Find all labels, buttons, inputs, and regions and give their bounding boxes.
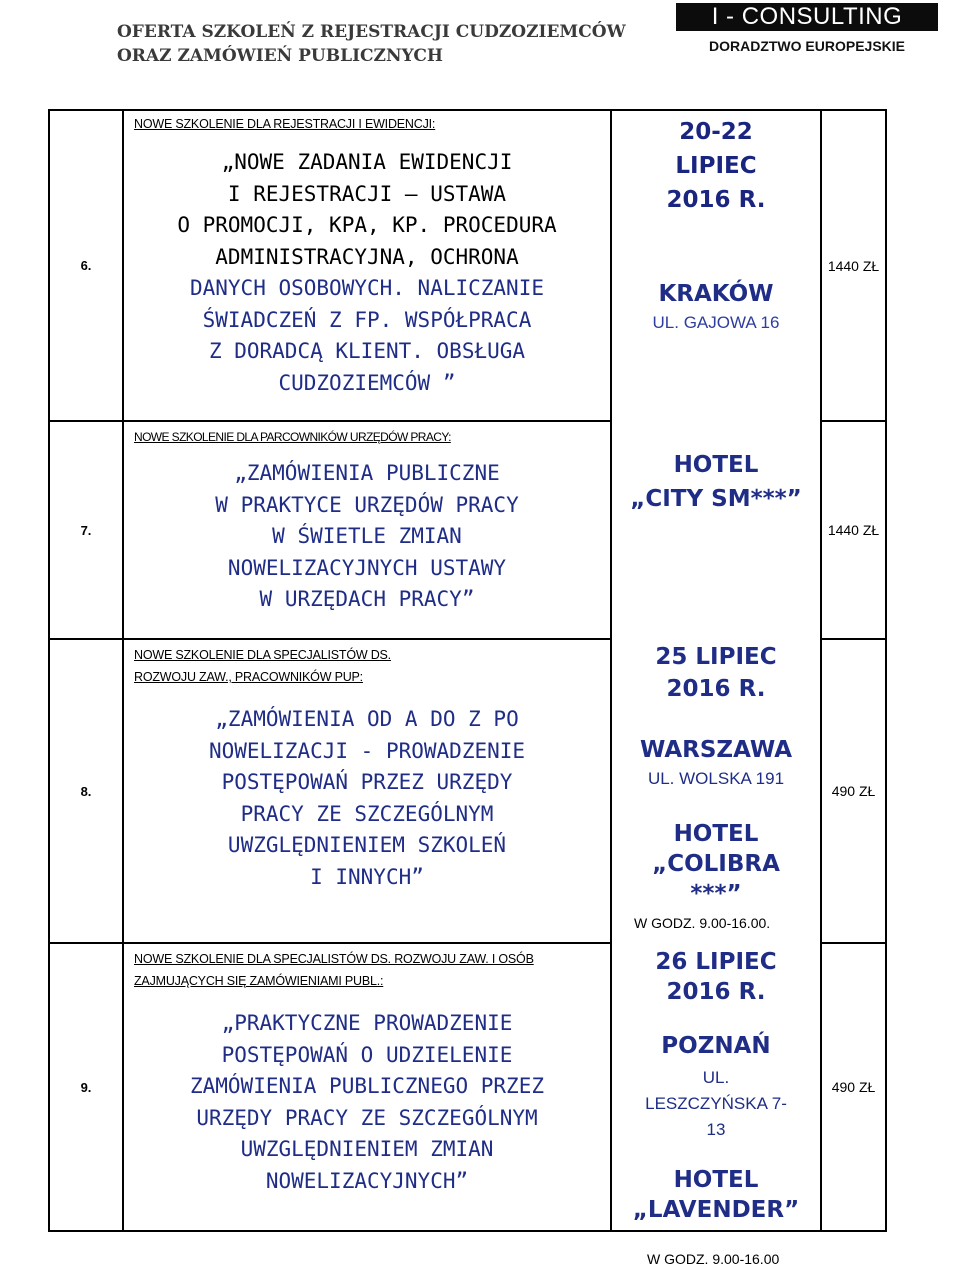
hotel-label: HOTEL: [673, 821, 759, 847]
course-street: UL. LESZCZYŃSKA 7-13: [645, 1068, 787, 1139]
row-number: 7.: [49, 421, 123, 639]
course-title-line: „NOWE ZADANIA EWIDENCJI: [221, 150, 513, 174]
course-title-line: PRACY ZE SZCZEGÓLNYM: [240, 801, 494, 826]
course-title-line: „ZAMÓWIENIA OD A DO Z PO: [215, 707, 519, 731]
course-title-line: UWZGLĘDNIENIEM ZMIAN: [240, 1137, 494, 1161]
course-hours: W GODZ. 9.00-16.00.: [634, 915, 771, 931]
course-date: 20-22 LIPIEC 2016 R.: [666, 119, 766, 213]
course-price: 1440 ZŁ: [821, 421, 886, 639]
course-cell: [123, 110, 611, 421]
table-row: [49, 1231, 886, 1277]
training-offer-table: [48, 109, 887, 1277]
course-title-line: W URZĘDACH PRACY”: [259, 587, 475, 611]
course-title-line: „PRAKTYCZNE PROWADZENIE: [221, 1011, 513, 1035]
empty-cell: [123, 1231, 611, 1277]
hotel-name: „COLIBRA ***”: [652, 851, 780, 907]
course-title-line: ŚWIADCZEŃ Z FP. WSPÓŁPRACA: [202, 307, 532, 332]
hotel-name: „CITY SM***”: [630, 486, 802, 512]
company-logo: [676, 3, 938, 58]
course-title-line: NOWELIZACYJNYCH”: [265, 1168, 469, 1193]
course-intro: NOWE SZKOLENIE DLA SPECJALISTÓW DS. ROZWOJU ZAW., PRACOWNIKÓW PUP:: [134, 648, 391, 684]
course-cell: [123, 639, 611, 943]
course-title-line: DANYCH OSOBOWYCH. NALICZANIE: [189, 276, 544, 300]
venue-cell: [611, 421, 821, 639]
course-title-line: NOWELIZACJI - PROWADZENIE: [208, 738, 526, 763]
document-title: OFERTA SZKOLEŃ Z REJESTRACJI CUDZOZIEMCÓW ORAZ ZAMÓWIEŃ PUBLICZNYCH: [117, 22, 626, 66]
logo-name: I - CONSULTING: [676, 3, 938, 31]
course-price: 490 ZŁ: [821, 639, 886, 943]
course-title-line: POSTĘPOWAŃ O UDZIELENIE: [221, 1042, 513, 1067]
course-title-line: W ŚWIETLE ZMIAN: [272, 524, 462, 548]
venue-cell: [611, 639, 821, 943]
course-date: 26 LIPIEC 2016 R.: [655, 949, 777, 1005]
course-cell: [123, 943, 611, 1231]
course-title-line: POSTĘPOWAŃ PRZEZ URZĘDY: [221, 770, 513, 794]
course-street: UL. GAJOWA 16: [652, 313, 780, 332]
table-row: [49, 421, 886, 639]
hotel-label: HOTEL: [673, 452, 759, 478]
course-city: KRAKÓW: [658, 281, 774, 307]
course-title-line: UWZGLĘDNIENIEM SZKOLEŃ: [227, 833, 507, 857]
course-city: WARSZAWA: [640, 737, 792, 763]
course-title-line: I REJESTRACJI – USTAWA: [227, 181, 507, 206]
empty-cell: [49, 1231, 123, 1277]
table-row: [49, 943, 886, 1231]
course-title-line: ADMINISTRACYJNA, OCHRONA: [215, 244, 519, 269]
logo-tagline: DORADZTWO EUROPEJSKIE: [708, 38, 905, 54]
row-number: 8.: [49, 639, 123, 943]
course-price: 1440 ZŁ: [821, 110, 886, 421]
course-cell: [123, 421, 611, 639]
row-number: 9.: [49, 943, 123, 1231]
hotel-label: HOTEL: [673, 1167, 759, 1193]
hotel-name: „LAVENDER”: [632, 1197, 800, 1223]
course-title-line: „ZAMÓWIENIA PUBLICZNE: [234, 461, 500, 485]
venue-cell: [611, 943, 821, 1231]
course-title-line: ZAMÓWIENIA PUBLICZNEGO PRZEZ: [189, 1074, 544, 1098]
course-title-line: URZĘDY PRACY ZE SZCZEGÓLNYM: [196, 1105, 538, 1130]
course-title-line: CUDZOZIEMCÓW ”: [278, 370, 456, 395]
table-row: [49, 639, 886, 943]
course-street: UL. WOLSKA 191: [647, 769, 785, 788]
course-price: 490 ZŁ: [821, 943, 886, 1231]
row-number: 6.: [49, 110, 123, 421]
course-title-line: W PRAKTYCE URZĘDÓW PRACY: [215, 492, 519, 517]
hours-cell: [611, 1231, 821, 1277]
course-intro: NOWE SZKOLENIE DLA PARCOWNIKÓW URZĘDÓW PRACY:: [134, 430, 451, 444]
course-title-line: Z DORADCĄ KLIENT. OBSŁUGA: [208, 339, 526, 363]
empty-cell: [821, 1231, 886, 1277]
course-title-line: I INNYCH”: [310, 864, 424, 889]
table-row: [49, 110, 886, 421]
course-hours: W GODZ. 9.00-16.00: [647, 1251, 780, 1267]
course-intro: NOWE SZKOLENIE DLA SPECJALISTÓW DS. ROZWOJU ZAW. I OSÓB ZAJMUJĄCYCH SIĘ ZAMÓWIENIAMI PUBL.:: [134, 952, 534, 988]
course-intro: NOWE SZKOLENIE DLA REJESTRACJI I EWIDENCJI:: [134, 117, 436, 131]
course-title-line: NOWELIZACYJNYCH USTAWY: [227, 555, 507, 580]
venue-cell: [611, 110, 821, 421]
course-title-line: O PROMOCJI, KPA, KP. PROCEDURA: [177, 213, 557, 237]
course-city: POZNAŃ: [661, 1033, 771, 1059]
course-date: 25 LIPIEC 2016 R.: [655, 644, 777, 702]
